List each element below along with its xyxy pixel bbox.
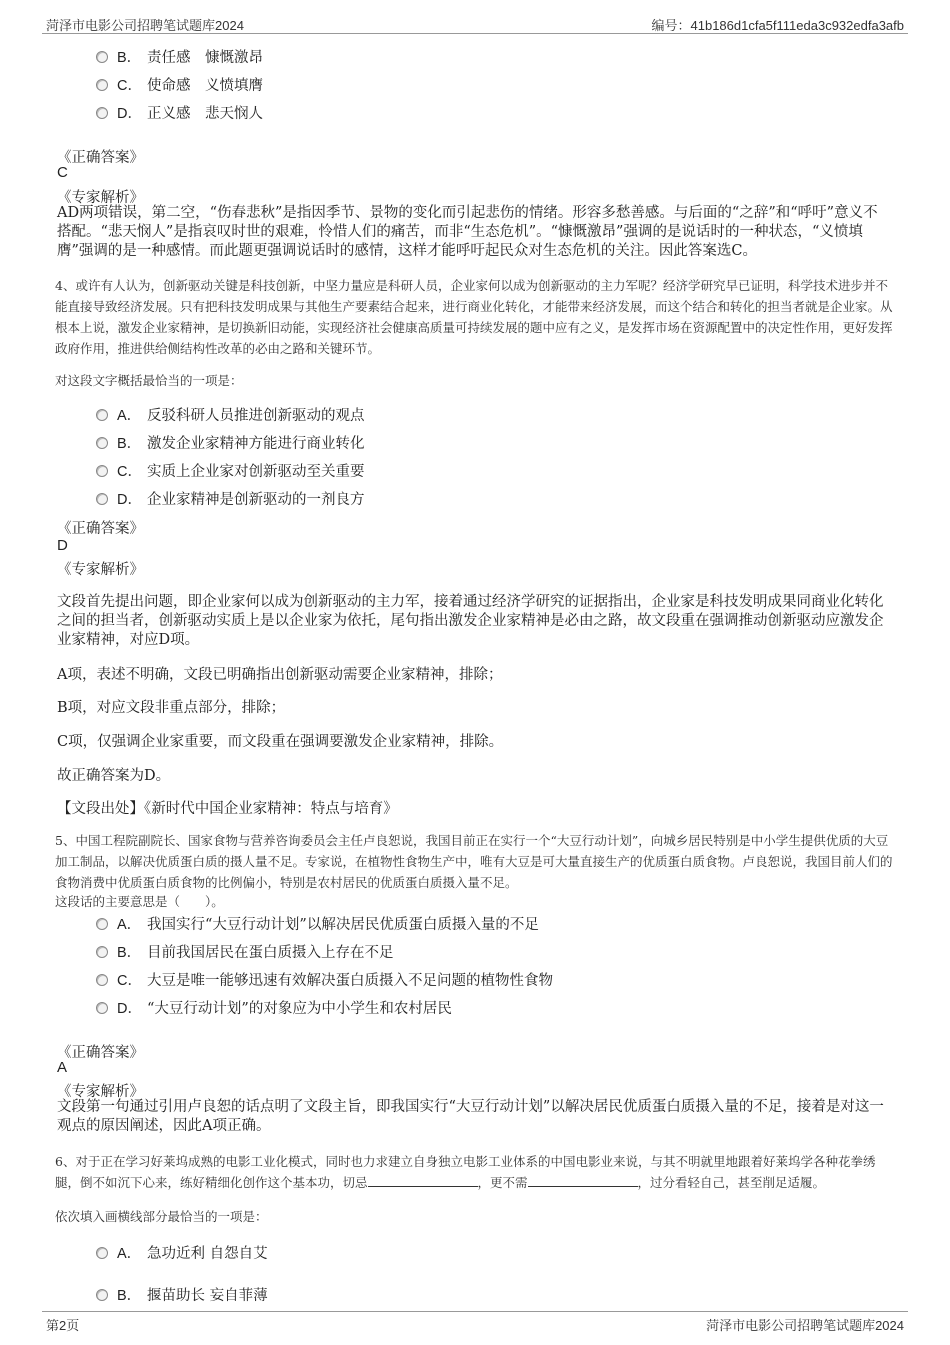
radio-icon[interactable] — [96, 79, 108, 91]
radio-icon[interactable] — [96, 974, 108, 986]
q4-source: 【文段出处】《新时代中国企业家精神：特点与培育》 — [57, 801, 398, 817]
q3-analysis-label: 《专家解析》 — [57, 190, 144, 206]
page-number: 第2页 — [46, 1318, 80, 1333]
footer-title: 菏泽市电影公司招聘笔试题库2024 — [706, 1318, 904, 1333]
page-header — [42, 13, 908, 34]
q4-prompt: 对这段文字概括最恰当的一项是： — [55, 373, 243, 388]
document-id: 编号：41b186d1cfa5f111eda3c932edfa3afb — [651, 18, 904, 33]
q4-answer: D — [57, 537, 68, 554]
radio-icon[interactable] — [96, 409, 108, 421]
fill-blank-1[interactable] — [368, 1174, 478, 1187]
q5-analysis-label: 《专家解析》 — [57, 1084, 144, 1100]
radio-icon[interactable] — [96, 918, 108, 930]
q3-answer: C — [57, 164, 68, 181]
q4-answer-label: 《正确答案》 — [57, 521, 144, 537]
q5-answer-label: 《正确答案》 — [57, 1045, 144, 1061]
radio-icon[interactable] — [96, 465, 108, 477]
radio-icon[interactable] — [96, 1289, 108, 1301]
q5-stem: 5、中国工程院副院长、国家食物与营养咨询委员会主任卢良恕说，我国目前正在实行一个“大豆行动计划”，向城乡居民特别是中小学生提供优质的大豆加工制品，以解决优质蛋白质的摄人量不足。专家说，在植物性食物生产中，唯有大豆是可大量直接生产的优质蛋白质食物。卢良恕说，我国目前人们的食物消费中优质蛋白质食物的比例偏小，特别是农村居民的优质蛋白质摄入量不足。 — [55, 833, 893, 890]
q3-answer-label: 《正确答案》 — [57, 150, 144, 166]
q5-answer: A — [57, 1059, 68, 1076]
q4-analysis-a: A项，表述不明确，文段已明确指出创新驱动需要企业家精神，排除； — [57, 667, 503, 683]
q4-analysis-conclusion: 故正确答案为D。 — [57, 768, 171, 784]
q6-prompt: 依次填入画横线部分最恰当的一项是： — [55, 1209, 268, 1224]
radio-icon[interactable] — [96, 1247, 108, 1259]
radio-icon[interactable] — [96, 437, 108, 449]
q5-prompt: 这段话的主要意思是（ ）。 — [55, 894, 224, 909]
page-footer — [42, 1311, 908, 1334]
q4-stem: 4、或许有人认为，创新驱动关键是科技创新，中坚力量应是科研人员，企业家何以成为创新驱动的主力军呢？经济学研究早已证明，科学技术进步并不能直接导致经济发展。只有把科技发明成果与其他生产要素结合起来，进行商业化转化，才能带来经济发展，而这个结合和转化的担当者就是企业家。从根本上说，激发企业家精神，是切换新旧动能，实现经济社会健康高质量可持续发展的题中应有之义，是发挥市场在资源配置中的决定性作用，更好发挥政府作用，推进供给侧结构性改革的必由之路和关键环节。 — [55, 278, 893, 356]
q4-analysis-main: 文段首先提出问题，即企业家何以成为创新驱动的主力军，接着通过经济学研究的证据指出，企业家是科技发明成果同商业化转化之间的担当者，创新驱动实质上是以企业家为依托，尾句指出激发企业家精神是必由之路，故文段重在强调推动创新驱动应激发企业家精神，对应D项。 — [57, 594, 884, 648]
q4-analysis-c: C项，仅强调企业家重要，而文段重在强调要激发企业家精神，排除。 — [57, 734, 504, 750]
q4-analysis-label: 《专家解析》 — [57, 562, 144, 578]
radio-icon[interactable] — [96, 493, 108, 505]
q5-analysis: 文段第一句通过引用卢良恕的话点明了文段主旨，即我国实行“大豆行动计划”以解决居民优质蛋白质摄入量的不足，接着是对这一观点的原因阐述，因此A项正确。 — [57, 1099, 884, 1134]
q4-analysis-b: B项，对应文段非重点部分，排除； — [57, 700, 286, 716]
radio-icon[interactable] — [96, 946, 108, 958]
q3-analysis: AD两项错误，第二空，“伤春悲秋”是指因季节、景物的变化而引起悲伤的情绪。形容多愁善感。与后面的“之辞”和“呼吁”意义不搭配。“悲天悯人”是指哀叹时世的艰难，怜惜人们的痛苦，而非“生态危机”。“慷慨激昂”强调的是说话时的一种状态，“义愤填膺”强调的是一种感情。而此题更强调说话时的感情，这样才能呼吁起民众对生态危机的关注。因此答案选C。 — [57, 205, 878, 259]
fill-blank-2[interactable] — [528, 1174, 638, 1187]
radio-icon[interactable] — [96, 107, 108, 119]
radio-icon[interactable] — [96, 51, 108, 63]
radio-icon[interactable] — [96, 1002, 108, 1014]
q6-stem: 6、对于正在学习好莱坞成熟的电影工业化模式，同时也力求建立自身独立电影工业体系的中国电影业来说，与其不明就里地跟着好莱坞学各种花拳绣腿，倒不如沉下心来，练好精细化创作这个基本功，切忌 ，更不需 ，过分看轻自己，甚至削足适履。 — [55, 1154, 876, 1190]
header-title: 菏泽市电影公司招聘笔试题库2024 — [46, 18, 244, 33]
